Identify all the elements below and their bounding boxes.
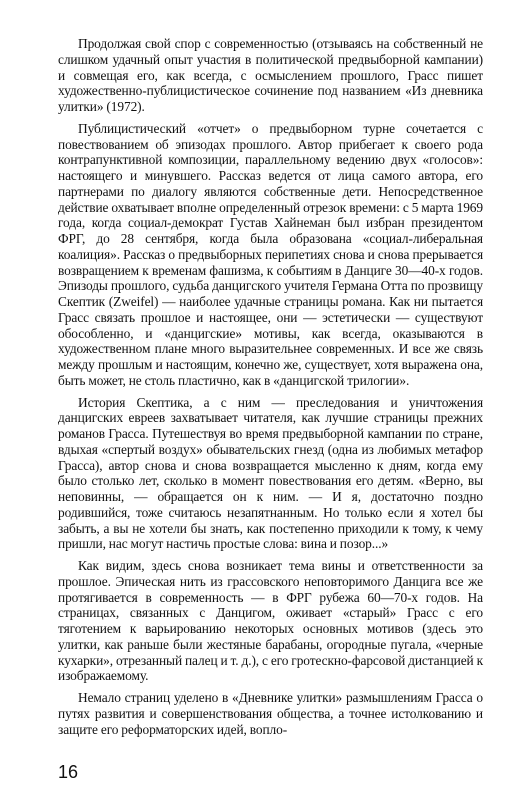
- paragraph-3: История Скептика, а с ним — преследования и уничтожения данцигских евреев захватывает читателя, как лучшие страницы прежних романов Грасса. Путешествуя во время предвыборной кампании по стране, вдыхая «спертый воздух» обывательских гнезд (одна из любимых метафор Грасса), автор снова и снова возвращается мысленно к дням, когда ему было столько лет, сколько в момент повествования его детям. «Верно, вы неповинны, — обращается он к ним. — И я, достаточно поздно родившийся, тоже считаюсь незапятнанным. Но только если я хотел бы забыть, а вы не хотели бы знать, как постепенно приходили к тому, к чему пришли, нас могут настичь простые слова: вина и позор...»: [58, 394, 483, 552]
- paragraph-5: Немало страниц уделено в «Дневнике улитки» размышлениям Грасса о путях развития и совершенствования общества, а точнее истолкованию и защите его реформаторских идей, вопло-: [58, 690, 483, 737]
- body-text: [58, 36, 483, 743]
- paragraph-4: Как видим, здесь снова возникает тема вины и ответственности за прошлое. Эпическая нить из грассовского неповторимого Данцига все же протягивается в современность — в ФРГ рубежа 60—70-х годов. На страницах, связанных с Данцигом, оживает «старый» Грасс с его тяготением к варьированию некоторых основных мотивов (здесь это улитки, как раньше были жестяные барабаны, огородные пугала, «черные кухарки», отрезанный палец и т. д.), с его гротескно-фарсовой дистанцией к изображаемому.: [58, 558, 483, 684]
- paragraph-2: Публицистический «отчет» о предвыборном турне сочетается с повествованием об эпизодах прошлого. Автор прибегает к своего рода контрапунктивной композиции, параллельному ведению двух «голосов»: настоящего и минувшего. Рассказ ведется от лица самого автора, его партнерами по диалогу являются собственные дети. Непосредственное действие охватывает вполне определенный отрезок времени: с 5 марта 1969 года, когда социал-демократ Густав Хайнеман был избран президентом ФРГ, до 28 сентября, когда была образована «социал-либеральная коалиция». Рассказ о предвыборных перипетиях снова и снова прерывается возвращением к временам фашизма, к событиям в Данциге 30—40-х годов. Эпизоды прошлого, судьба данцигского учителя Германа Отта по прозвищу Скептик (Zweifel) — наиболее удачные страницы романа. Как ни пытается Грасс связать прошлое и настоящее, они — эстетически — существуют обособленно, и «данцигские» мотивы, как всегда, оказываются в художественном плане много выразительнее современных. И все же связь между прошлым и настоящим, конечно же, существует, хотя выражена она, быть может, не столь пластично, как в «данцигской трилогии».: [58, 120, 483, 388]
- page-number: 16: [58, 762, 79, 782]
- paragraph-1: Продолжая свой спор с современностью (отзываясь на собственный не слишком удачный опыт участия в политической предвыборной кампании) и совмещая его, как всегда, с осмыслением прошлого, Грасс пишет художественно-публицистическое сочинение под названием «Из дневника улитки» (1972).: [58, 36, 483, 114]
